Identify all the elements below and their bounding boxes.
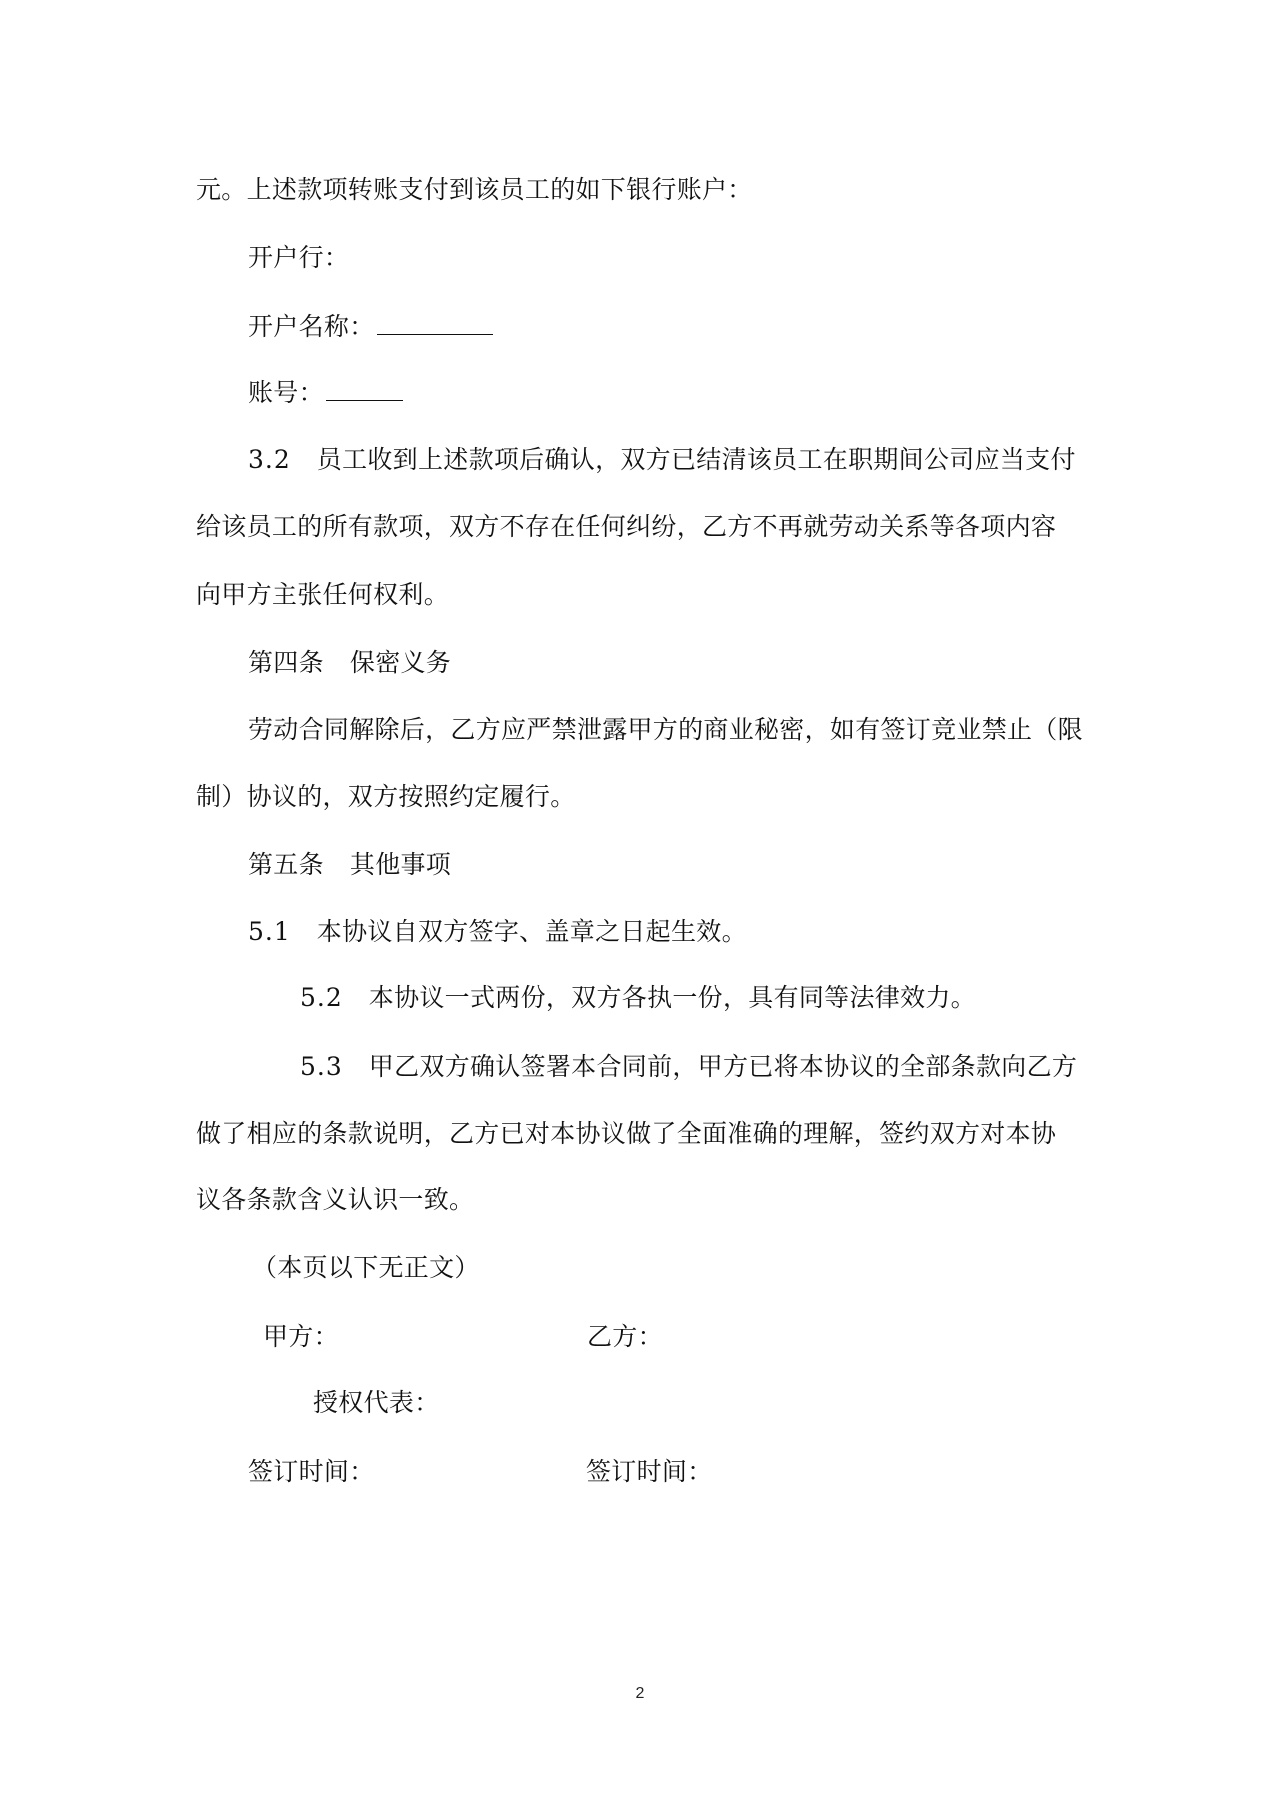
account-number-label: 账号： bbox=[248, 378, 324, 407]
clause-5-3-number: 5.3 bbox=[300, 1052, 343, 1081]
clause-3-2-text-2: 给该员工的所有款项，双方不存在任何纠纷，乙方不再就劳动关系等各项内容 bbox=[196, 512, 1057, 541]
article-4-line-2 bbox=[196, 782, 576, 812]
article-5-title: 其他事项 bbox=[349, 850, 452, 879]
party-a-date-line bbox=[248, 1457, 375, 1487]
article-5-number: 第五条 bbox=[248, 850, 324, 879]
party-b-date-label: 签订时间： bbox=[586, 1457, 713, 1486]
bank-line bbox=[248, 243, 349, 273]
clause-5-3-text-3: 议各条款含义认识一致。 bbox=[196, 1185, 475, 1214]
payment-continuation-text: 元。上述款项转账支付到该员工的如下银行账户： bbox=[196, 175, 753, 204]
clause-3-2-line-1 bbox=[248, 445, 1076, 475]
clause-5-3-line-1 bbox=[300, 1052, 1077, 1082]
authorized-rep-label: 授权代表： bbox=[313, 1388, 440, 1417]
clause-3-2-number: 3.2 bbox=[248, 445, 291, 474]
party-a-date-label: 签订时间： bbox=[248, 1457, 375, 1486]
article-5-heading bbox=[248, 850, 451, 880]
clause-3-2-line-3 bbox=[196, 580, 449, 610]
clause-5-1-number: 5.1 bbox=[248, 917, 291, 946]
payment-continuation-line bbox=[196, 175, 753, 205]
party-b-label: 乙方： bbox=[587, 1322, 663, 1351]
article-4-number: 第四条 bbox=[248, 648, 324, 677]
clause-5-3-line-3 bbox=[196, 1185, 474, 1215]
account-name-label: 开户名称： bbox=[248, 312, 375, 341]
account-name-line bbox=[248, 312, 493, 342]
authorized-rep-line bbox=[313, 1388, 440, 1418]
clause-5-3-text-2: 做了相应的条款说明，乙方已对本协议做了全面准确的理解，签约双方对本协 bbox=[196, 1119, 1057, 1148]
clause-5-1 bbox=[248, 917, 747, 947]
account-number-blank bbox=[326, 378, 403, 401]
article-4-title: 保密义务 bbox=[349, 648, 452, 677]
party-b-date-line bbox=[586, 1457, 713, 1487]
clause-5-2-number: 5.2 bbox=[300, 983, 343, 1012]
account-number-line bbox=[248, 378, 403, 408]
end-note: （本页以下无正文） bbox=[252, 1253, 480, 1282]
party-a-line bbox=[263, 1322, 339, 1352]
article-4-text-1: 劳动合同解除后，乙方应严禁泄露甲方的商业秘密，如有签订竞业禁止（限 bbox=[248, 715, 1083, 744]
clause-3-2-line-2 bbox=[196, 512, 1056, 542]
party-b-line bbox=[587, 1322, 663, 1352]
bank-label: 开户行： bbox=[248, 243, 350, 272]
clause-5-2-text: 本协议一式两份，双方各执一份，具有同等法律效力。 bbox=[368, 983, 976, 1012]
account-name-blank bbox=[377, 312, 493, 335]
end-note-line bbox=[252, 1253, 480, 1283]
article-4-line-1 bbox=[248, 715, 1083, 745]
clause-3-2-text-3: 向甲方主张任何权利。 bbox=[196, 580, 450, 609]
clause-5-3-line-2 bbox=[196, 1119, 1056, 1149]
clause-5-3-text-1: 甲乙双方确认签署本合同前，甲方已将本协议的全部条款向乙方 bbox=[368, 1052, 1078, 1081]
clause-3-2-text-1: 员工收到上述款项后确认，双方已结清该员工在职期间公司应当支付 bbox=[316, 445, 1076, 474]
article-4-heading bbox=[248, 648, 451, 678]
clause-5-1-text: 本协议自双方签字、盖章之日起生效。 bbox=[316, 917, 747, 946]
clause-5-2 bbox=[300, 983, 976, 1013]
page-number: 2 bbox=[635, 1685, 645, 1702]
party-a-label: 甲方： bbox=[263, 1322, 339, 1351]
article-4-text-2: 制）协议的，双方按照约定履行。 bbox=[196, 782, 576, 811]
